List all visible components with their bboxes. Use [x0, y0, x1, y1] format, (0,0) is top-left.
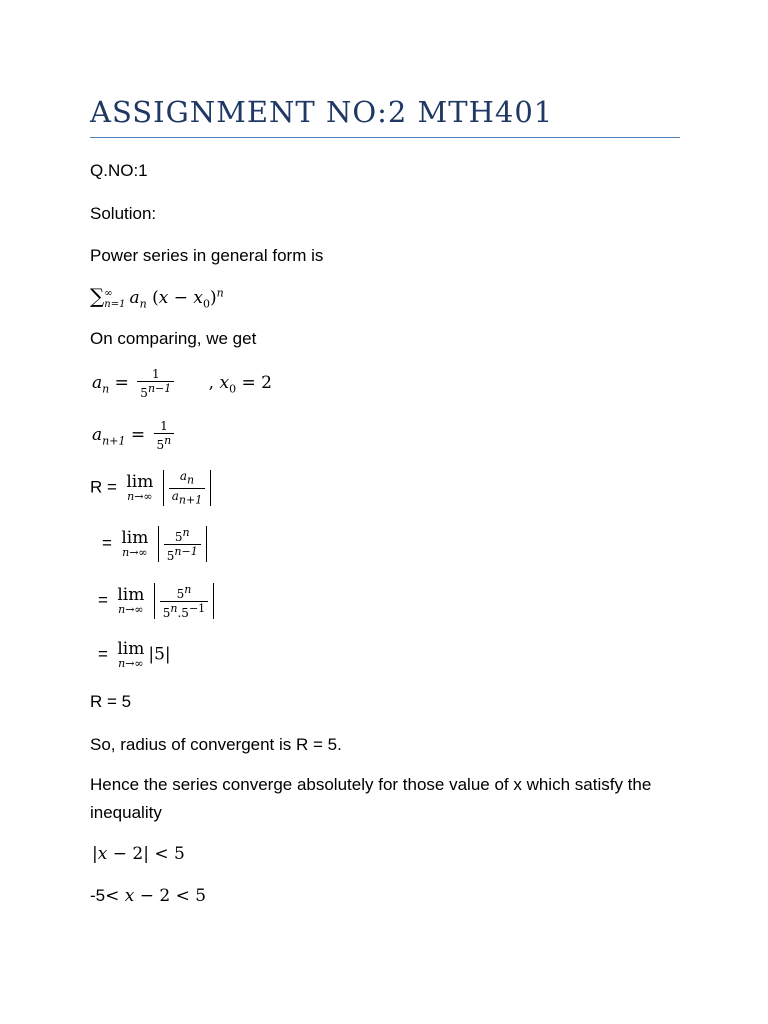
lim-sub: n→∞ — [127, 490, 153, 503]
question-number: Q.NO:1 — [90, 161, 148, 180]
lim-sub: n→∞ — [118, 603, 144, 616]
an-formula: $a_n$ = $\frac{1}{5^{n-1}}$ , $x_0 = 2$ — [92, 367, 272, 400]
an1-formula: $a_{n+1}$ = $\frac{1}{5^n}$ — [92, 419, 177, 452]
lim-word: lim — [121, 528, 149, 548]
radius-step-3: = lim n→∞ $\frac{5^n}{5^n.5^{-1}}$ — [98, 583, 214, 619]
lim-sub: n→∞ — [118, 657, 144, 670]
lim-word: lim — [117, 585, 145, 605]
power-series-formula: ∑ ∞ n=1 $a_n$ $(x - x_0)^n$ — [90, 284, 224, 311]
intro-text: Power series in general form is — [90, 246, 324, 265]
radius-step-2: = lim n→∞ $\frac{5^n}{5^{n-1}}$ — [102, 526, 207, 562]
solution-label: Solution: — [90, 204, 157, 223]
comparing-text: On comparing, we get — [90, 329, 257, 348]
hence-paragraph: Hence the series converge absolutely for those value of x which satisfy the inequality — [90, 775, 652, 822]
r-label: R = — [90, 477, 117, 497]
radius-result: R = 5 — [90, 692, 132, 711]
ineq-prefix: -5 — [90, 886, 106, 905]
radius-step-1: R = lim n→∞ $\frac{a_n}{a_{n+1}}$ — [90, 470, 211, 506]
radius-conclusion: So, radius of convergent is R = 5. — [90, 735, 342, 754]
inequality-2: -5< x − 2 < 5 — [90, 886, 207, 906]
title-underline — [90, 137, 680, 138]
eq-label: = — [98, 644, 108, 664]
eq-label: = — [98, 590, 108, 610]
inequality-1: |x − 2| < 5 — [92, 844, 185, 864]
lim-word: lim — [126, 472, 154, 492]
radius-step-4: = lim n→∞ |5| — [98, 639, 171, 670]
eq-label: = — [102, 533, 112, 553]
page-title: ASSIGNMENT NO:2 MTH401 — [90, 95, 554, 129]
lim-sub: n→∞ — [122, 546, 148, 559]
lim-word: lim — [117, 639, 145, 659]
